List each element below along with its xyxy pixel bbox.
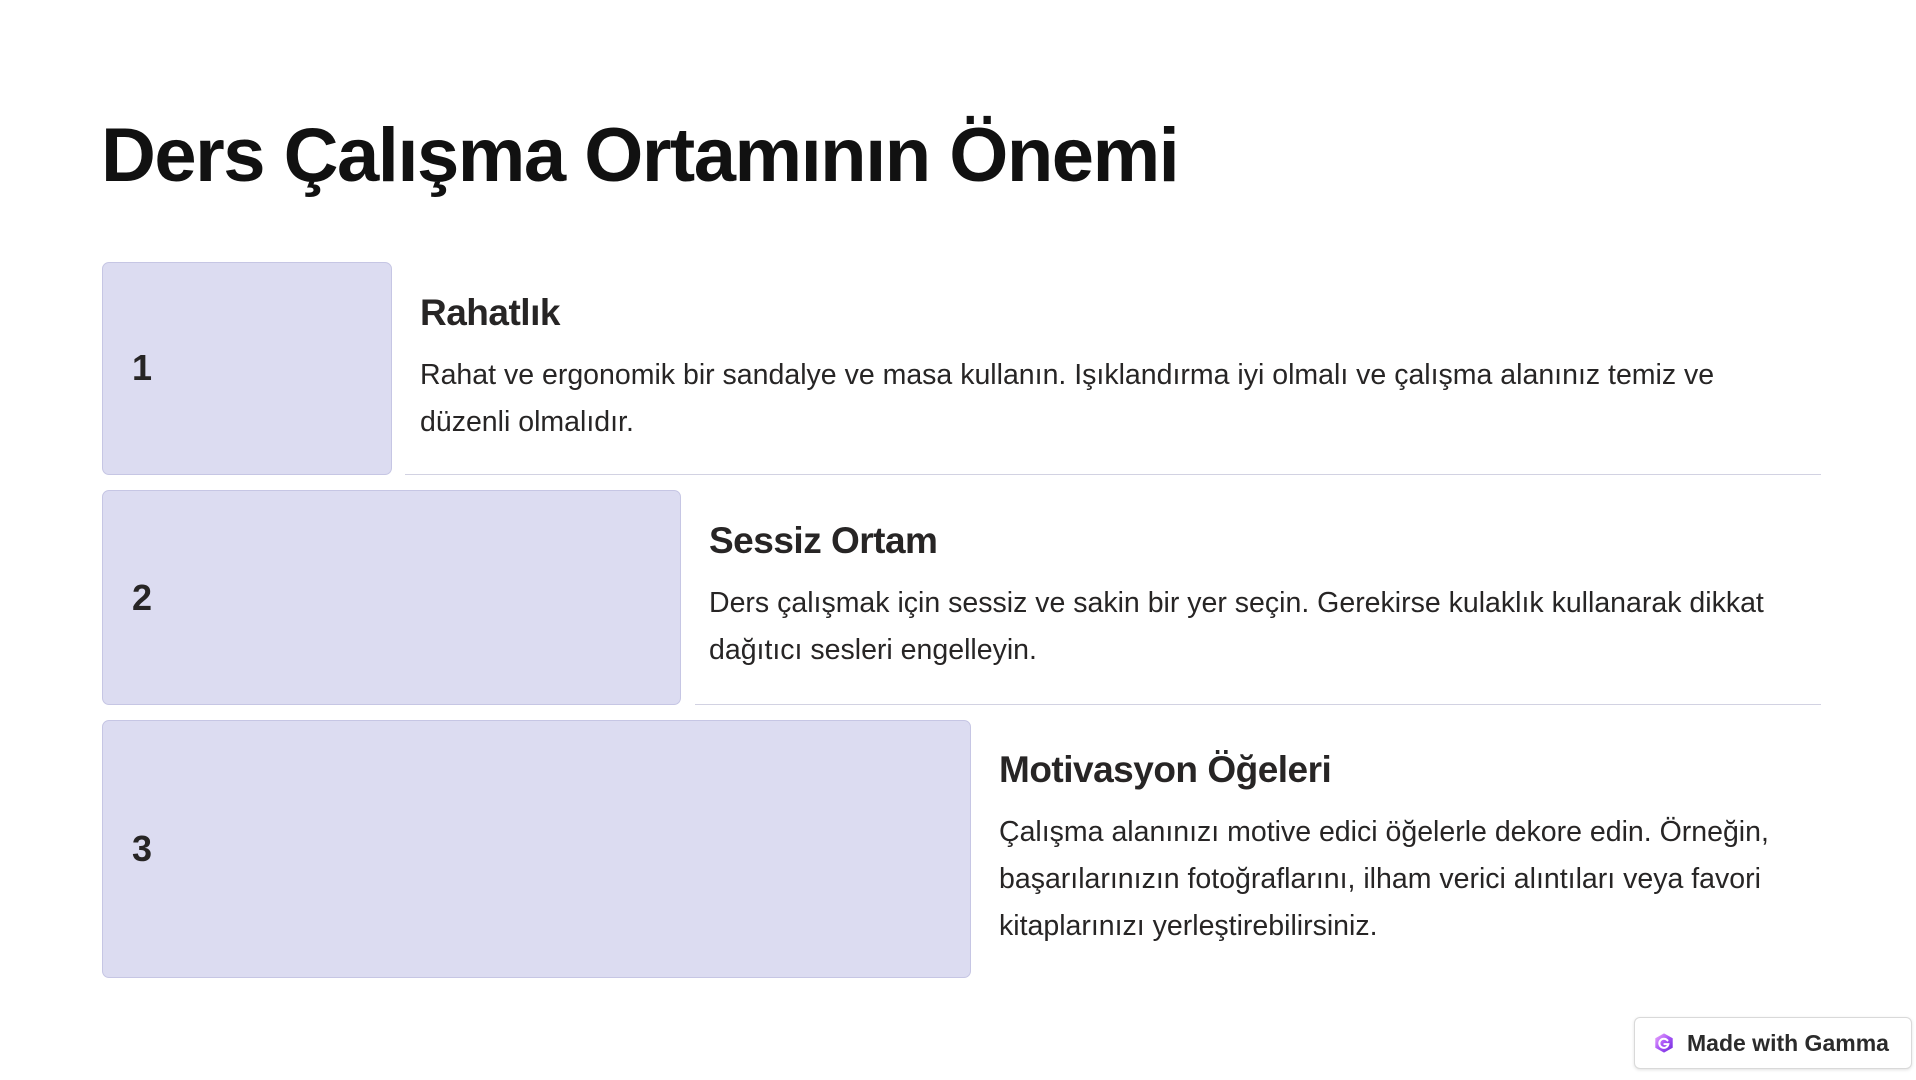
step-divider-2 bbox=[695, 704, 1821, 705]
made-with-gamma-button[interactable] bbox=[1634, 1017, 1912, 1069]
step-number-2: 2 bbox=[132, 577, 153, 618]
step-number-box-2 bbox=[102, 490, 681, 705]
step-number-3: 3 bbox=[132, 828, 153, 869]
step-text-1: Rahat ve ergonomik bir sandalye ve masa kullanın. Işıklandırma iyi olmalı ve çalışma alanınız temiz ve düzenli olmalıdır. bbox=[420, 359, 1715, 438]
step-text-3: Çalışma alanınızı motive edici öğelerle dekore edin. Örneğin, başarılarınızın fotoğraflarını, ilham verici alıntıları veya favori kitaplarınızı yerleştirebilirsiniz. bbox=[999, 816, 1769, 942]
step-heading-2: Sessiz Ortam bbox=[709, 520, 938, 561]
made-with-gamma-label: Made with Gamma bbox=[1687, 1029, 1889, 1056]
step-number-box-3 bbox=[102, 720, 971, 978]
step-heading-3: Motivasyon Öğeleri bbox=[999, 749, 1332, 790]
page-title: Ders Çalışma Ortamının Önemi bbox=[101, 113, 1179, 198]
step-text-2: Ders çalışmak için sessiz ve sakin bir yer seçin. Gerekirse kulaklık kullanarak dikkat dağıtıcı sesleri engelleyin. bbox=[709, 587, 1764, 666]
gamma-logo-icon bbox=[1653, 1032, 1675, 1054]
step-divider-1 bbox=[405, 474, 1821, 475]
step-number-box-1 bbox=[102, 262, 392, 475]
step-number-1: 1 bbox=[132, 347, 153, 388]
step-heading-1: Rahatlık bbox=[420, 292, 560, 333]
